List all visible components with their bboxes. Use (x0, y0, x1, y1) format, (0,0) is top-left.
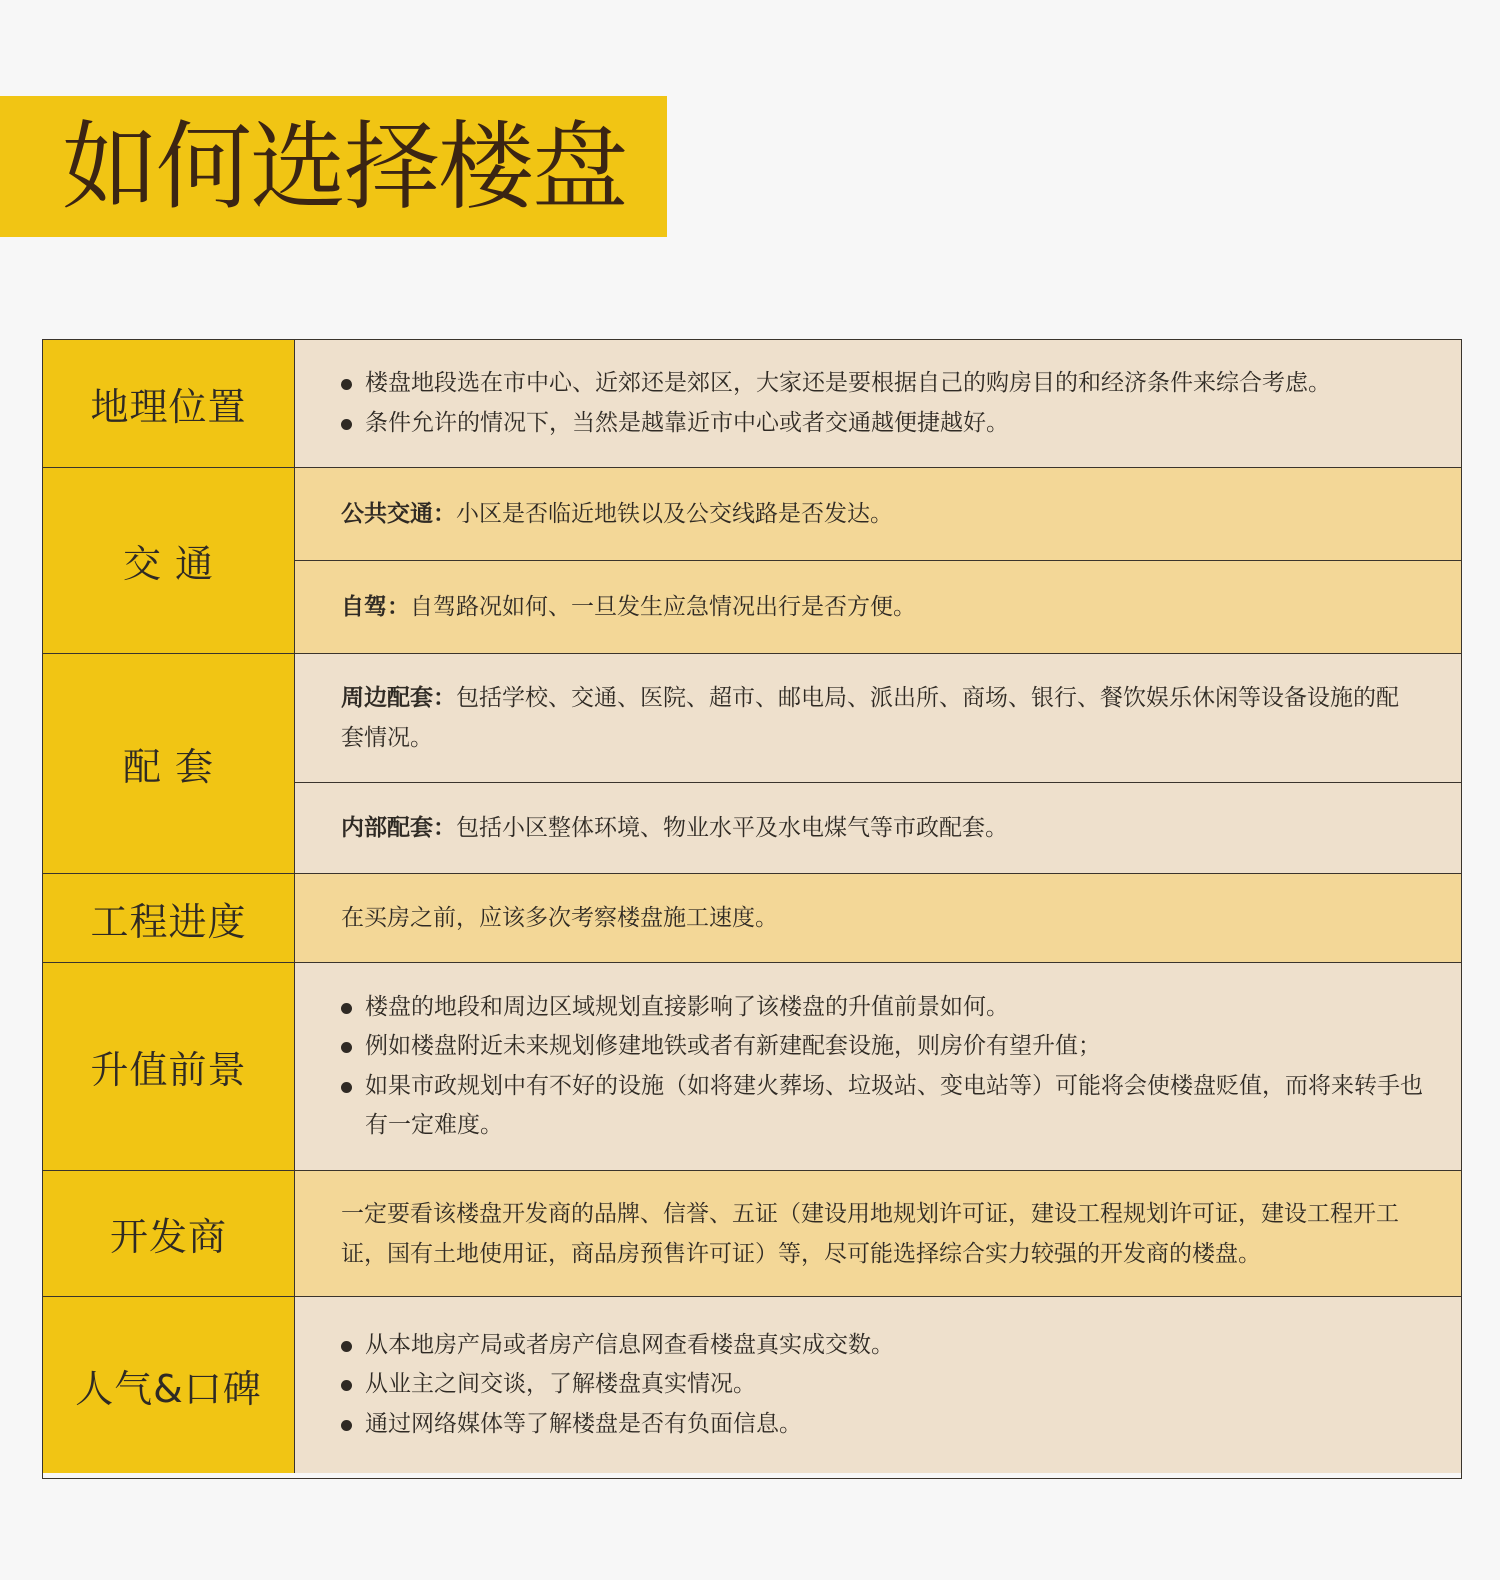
bullet-list (295, 364, 1461, 443)
comparison-table (42, 339, 1462, 1479)
sub-heading: 内部配套： (341, 815, 456, 841)
row-label-text: 交 通 (122, 542, 215, 586)
list-item: 楼盘的地段和周边区域规划直接影响了该楼盘的升值前景如何。 (341, 988, 1439, 1028)
row-label-text: 配 套 (122, 745, 215, 789)
list-item: 从业主之间交谈，了解楼盘真实情况。 (341, 1365, 1439, 1405)
row-label-facilities (43, 654, 295, 874)
list-item: 从本地房产局或者房产信息网查看楼盘真实成交数。 (341, 1326, 1439, 1366)
row-text: 一定要看该楼盘开发商的品牌、信誉、五证（建设用地规划许可证，建设工程规划许可证，建设工程开工证，国有土地使用证，商品房预售许可证）等，尽可能选择综合实力较强的开发商的楼盘。 (341, 1200, 1399, 1267)
row-label-text: 升值前景 (90, 1048, 247, 1092)
row-label-progress (43, 874, 295, 963)
sub-row (295, 874, 1461, 962)
sub-row-surrounding (295, 654, 1461, 782)
row-label-reputation (43, 1297, 295, 1473)
list-item: 楼盘地段选在市中心、近郊还是郊区，大家还是要根据自己的购房目的和经济条件来综合考虑。 (341, 364, 1439, 404)
row-content-progress (295, 874, 1461, 963)
bullet-list (295, 1326, 1461, 1445)
row-content-traffic (295, 468, 1461, 654)
bullet-list (295, 988, 1461, 1146)
row-label-text: 地理位置 (90, 385, 247, 429)
list-item: 通过网络媒体等了解楼盘是否有负面信息。 (341, 1405, 1439, 1445)
row-content-location (295, 340, 1461, 468)
sub-text: 包括学校、交通、医院、超市、邮电局、派出所、商场、银行、餐饮娱乐休闲等设备设施的配套情况。 (341, 685, 1399, 751)
row-content-reputation (295, 1297, 1461, 1473)
sub-heading: 自驾： (341, 594, 410, 620)
row-label-text: 工程进度 (90, 899, 247, 944)
row-label-traffic (43, 468, 295, 654)
sub-heading: 公共交通： (341, 501, 456, 527)
sub-text: 包括小区整体环境、物业水平及水电煤气等市政配套。 (456, 815, 1008, 841)
sub-text: 自驾路况如何、一旦发生应急情况出行是否方便。 (410, 594, 916, 620)
row-label-location (43, 340, 295, 468)
sub-row (295, 1171, 1461, 1296)
row-label-text: 开发商 (109, 1215, 227, 1259)
sub-row-public-transit (295, 468, 1461, 560)
sub-row-internal (295, 782, 1461, 873)
row-label-text: 人气&口碑 (75, 1366, 262, 1411)
page-title: 如何选择楼盘 (62, 111, 626, 223)
row-content-facilities (295, 654, 1461, 874)
list-item: 如果市政规划中有不好的设施（如将建火葬场、垃圾站、变电站等）可能将会使楼盘贬值，而将来转手也有一定难度。 (341, 1067, 1439, 1146)
row-content-appreciation (295, 963, 1461, 1171)
title-banner (0, 96, 667, 237)
row-content-developer (295, 1171, 1461, 1297)
sub-heading: 周边配套： (341, 685, 456, 711)
list-item: 条件允许的情况下，当然是越靠近市中心或者交通越便捷越好。 (341, 404, 1439, 444)
row-label-developer (43, 1171, 295, 1297)
sub-text: 小区是否临近地铁以及公交线路是否发达。 (456, 501, 893, 527)
row-label-appreciation (43, 963, 295, 1171)
sub-row-self-drive (295, 560, 1461, 653)
row-text: 在买房之前，应该多次考察楼盘施工速度。 (341, 905, 778, 931)
list-item: 例如楼盘附近未来规划修建地铁或者有新建配套设施，则房价有望升值； (341, 1027, 1439, 1067)
